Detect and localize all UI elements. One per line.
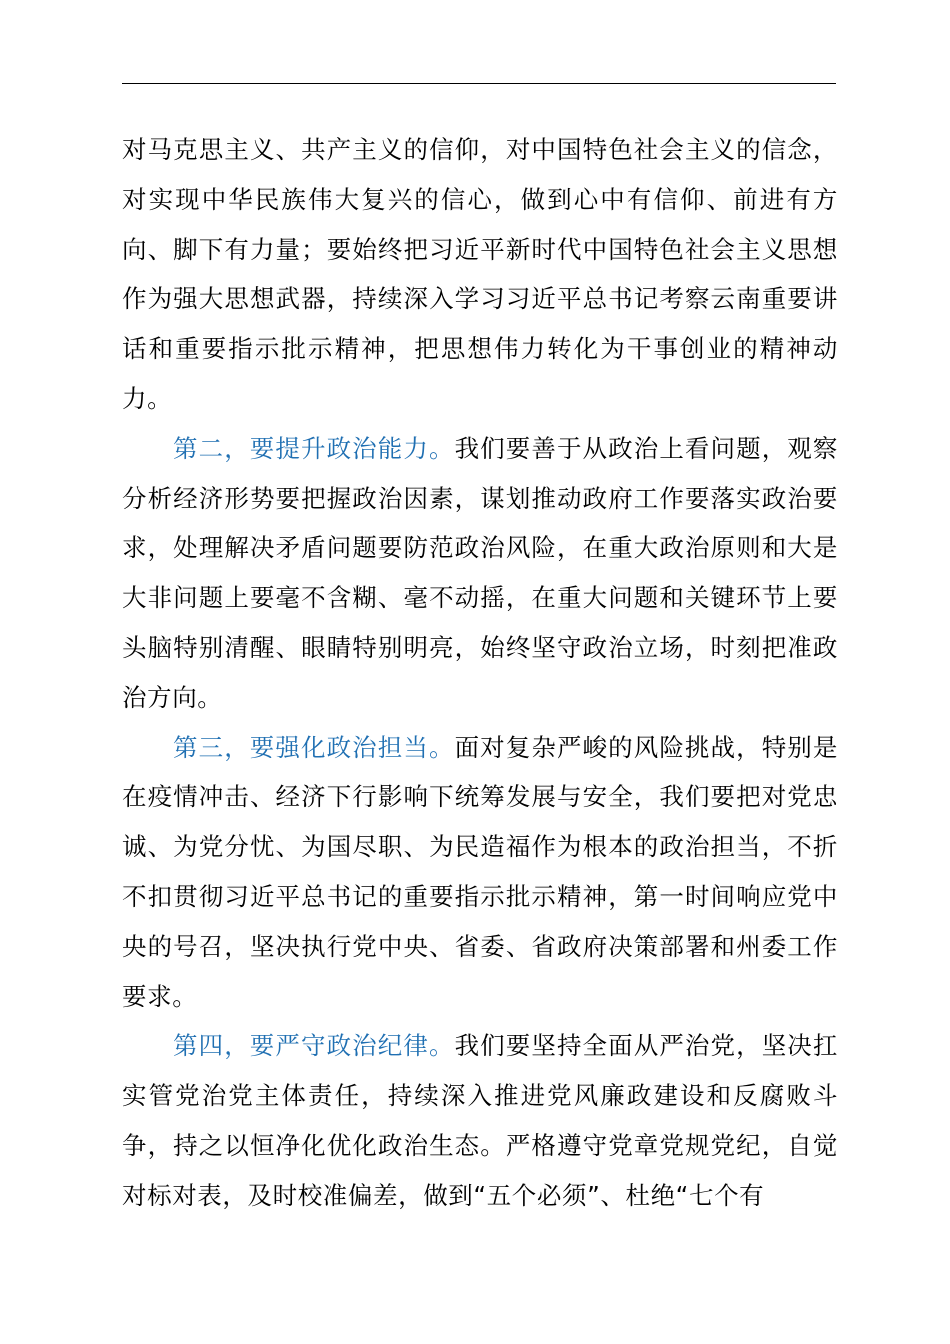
paragraph-heading: 第二，要提升政治能力。 <box>173 433 455 463</box>
paragraph-text: 对马克思主义、共产主义的信仰，对中国特色社会主义的信念，对实现中华民族伟大复兴的信心，做到心中有信仰、前进有方向、脚下有力量；要始终把习近平新时代中国特色社会主义思想作为强大思想武器，持续深入学习习近平总书记考察云南重要讲话和重要指示批示精神，把思想伟力转化为干事创业的精神动力。 <box>122 135 838 413</box>
paragraph-text: 面对复杂严峻的风险挑战，特别是在疫情冲击、经济下行影响下统筹发展与安全，我们要把对党忠诚、为党分忧、为国尽职、为民造福作为根本的政治担当，不折不扣贯彻习近平总书记的重要指示批示精神，第一时间响应党中央的号召，坚决执行党中央、省委、省政府决策部署和州委工作要求。 <box>122 732 838 1011</box>
paragraph-fourth <box>122 1021 838 1220</box>
body-text <box>122 125 838 1221</box>
paragraph-text: 我们要坚持全面从严治党，坚决扛实管党治党主体责任，持续深入推进党风廉政建设和反腐败斗争，持之以恒净化优化政治生态。严格遵守党章党规党纪，自觉对标对表，及时校准偏差，做到“五个必须”、杜绝“七个有 <box>122 1031 838 1210</box>
paragraph-text: 我们要善于从政治上看问题，观察分析经济形势要把握政治因素，谋划推动政府工作要落实政治要求，处理解决矛盾问题要防范政治风险，在重大政治原则和大是大非问题上要毫不含糊、毫不动摇，在重大问题和关键环节上要头脑特别清醒、眼睛特别明亮，始终坚守政治立场，时刻把准政治方向。 <box>122 433 838 712</box>
paragraph-second <box>122 424 838 723</box>
header-rule <box>122 83 836 84</box>
paragraph-third <box>122 723 838 1022</box>
paragraph-heading: 第四，要严守政治纪律。 <box>173 1031 455 1061</box>
paragraph-continuation <box>122 125 838 424</box>
paragraph-heading: 第三，要强化政治担当。 <box>173 732 455 762</box>
